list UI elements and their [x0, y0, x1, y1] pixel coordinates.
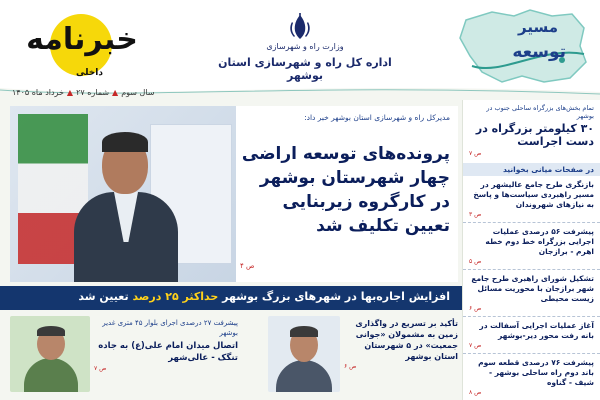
sidebar: [462, 100, 600, 400]
banner-text: [10, 290, 450, 303]
logo-title: خبرنامه: [26, 22, 138, 57]
ministry-name: وزارت راه و شهرسازی: [266, 42, 344, 51]
banner-text-after: تعیین شد: [78, 290, 129, 303]
masthead: [0, 0, 600, 100]
sidebar-item-page: ص ۳: [469, 211, 482, 218]
main-story-photo: [10, 106, 236, 282]
sidebar-section-title: در صفحات میانی بخوانید: [463, 163, 600, 176]
supplement-title-line2: توسعه: [512, 42, 566, 62]
sidebar-top-headline: ۳۰ کیلومتر بزرگراه در دست اجراست: [475, 122, 594, 148]
bottom-story-2-page: ص ۷: [94, 365, 107, 372]
sidebar-top-story[interactable]: [463, 100, 600, 161]
sidebar-item-text: بازنگری طرح جامع عالیشهر در مسیر راهبردی سیاست‌ها و پاسخ به نیازهای شهروندان: [473, 180, 594, 209]
sidebar-item-text: آغاز عملیات اجرایی آسفالت در بانه رفت محور دیر-بوشهر: [479, 321, 594, 340]
sidebar-item-page: ص ۵: [469, 258, 482, 265]
issue-year: سال سوم: [121, 88, 155, 97]
sidebar-top-page: ص ۷: [469, 150, 482, 157]
sidebar-item[interactable]: [463, 317, 600, 354]
banner-text-before: افزایش اجاره‌بها در شهرهای بزرگ بوشهر: [222, 290, 450, 303]
sidebar-item[interactable]: [463, 270, 600, 317]
main-story-page: ص ۴: [240, 262, 255, 270]
person-body: [276, 360, 332, 392]
logo-subtitle: داخلی: [76, 68, 103, 78]
sidebar-item-text: پیشرفت ۵۶ درصدی عملیات اجرایی بزرگراه خط دوم خطه اهرم - برازجان: [485, 227, 594, 256]
separator-icon: ▲: [112, 88, 119, 97]
sidebar-item-page: ص ۷: [469, 342, 482, 349]
sidebar-item[interactable]: [463, 223, 600, 270]
bottom-story-1[interactable]: [344, 318, 458, 370]
person-body: [24, 358, 78, 392]
sidebar-top-kicker: تمام بخش‌های بزرگراه ساحلی جنوب در بوشهر: [486, 104, 594, 120]
headline-banner[interactable]: [0, 286, 462, 310]
masir-tosee-supplement: [452, 6, 592, 88]
bottom-stories: [10, 316, 458, 396]
person-hair: [37, 326, 65, 336]
bottom-story-1-page: ص ۶: [344, 363, 357, 370]
issue-info: [12, 88, 154, 97]
iran-emblem-icon: [285, 12, 315, 42]
banner-highlight: حداکثر ۲۵ درصد: [132, 290, 219, 303]
bottom-story-2-title: اتصال میدان امام علی(ع) به جاده تنگک - عالی‌شهر: [98, 341, 238, 363]
bottom-story-2[interactable]: [94, 318, 238, 372]
supplement-title-line1: مسیر: [517, 18, 558, 36]
newsletter-logo: [12, 14, 152, 84]
main-story[interactable]: [10, 106, 458, 282]
sidebar-item-text: پیشرفت ۷۶ درصدی قطعه سوم باند دوم راه ساحلی بوشهر - شیف - گناوه: [478, 358, 594, 387]
department-name: اداره کل راه و شهرسازی استان بوشهر: [218, 56, 392, 82]
issue-number: شماره ۲۷: [76, 88, 110, 97]
sidebar-item-page: ص ۸: [469, 389, 482, 396]
sidebar-item-text: تشکیل شورای راهبری طرح جامع شهر برازجان با محوریت مسائل زیست محیطی: [471, 274, 594, 303]
bottom-story-2-subtitle: پیشرفت ۲۷ درصدی اجرای بلوار ۴۵ متری غدیر بوشهر: [102, 319, 238, 337]
issue-date: خرداد ماه ۱۴۰۵: [12, 88, 64, 97]
sidebar-item-page: ص ۶: [469, 305, 482, 312]
bottom-story-1-photo: [268, 316, 340, 392]
person-hair: [102, 132, 148, 152]
separator-icon: ▲: [66, 88, 74, 97]
sidebar-item[interactable]: [463, 176, 600, 223]
bottom-story-1-title: تأکید بر تسریع در واگذاری زمین به مشمولان «جوانی جمعیت» در ۵ شهرستان استان بوشهر: [355, 319, 458, 361]
main-story-title: پرونده‌های توسعه اراضی چهار شهرستان بوشهر در کارگروه زیربنایی تعیین تکلیف شد: [241, 144, 450, 236]
main-story-kicker: مدیرکل راه و شهرسازی استان بوشهر خبر داد:: [304, 113, 450, 122]
bottom-story-2-photo: [10, 316, 90, 392]
person-hair: [290, 326, 318, 337]
sidebar-item[interactable]: [463, 354, 600, 400]
